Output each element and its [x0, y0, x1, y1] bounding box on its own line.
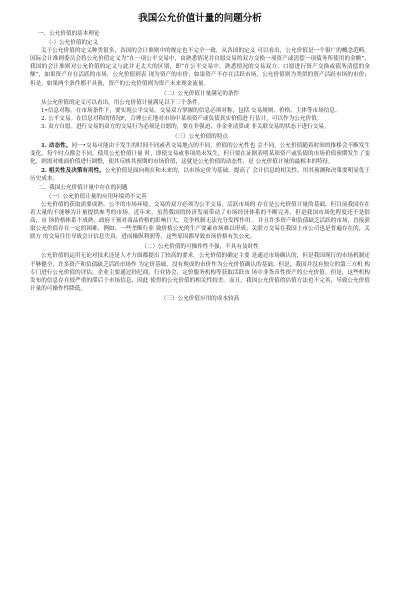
section-1-heading: 一、公允价值的基本理论 — [38, 31, 100, 37]
section-1-3-heading: （三）公允价值的特点 — [172, 134, 228, 141]
section-2-2-paragraph: 公允价值的运用无论对技术还是人才方面都提出了较高的要求。公允价值的确定主要 是通过市场确认的，但是我国现行的市场机制还不够健全，许多资产和负债缺乏活跃市场作 为定价基础，没有现成的市价作为公允价值确认的基础。但是，我国并没有独立的第三方机 构专门进行公允价值的评估，企业主要通过经纪商、行业协会、定价服务机构等获取活跃市 场中非货币性资产的公允价值。但是，这些机构发布的信息存在较严重的滞后于市场信息，因此 使得的公允价值的相关性较差。而且，我国公允价值的估值方法也不完善，导致公允价值 计量的可操作性降低。 — [30, 253, 370, 292]
section-1-3-item-2 — [30, 167, 370, 183]
document-title: 我国公允价值计量的问题分析 — [138, 13, 262, 24]
item-2-text: 公允价值是面向现在和未来的，以市场定价为基础，提高了 会计信息的相关性，用其预测和决策要明显优于历史成本。 — [30, 167, 370, 182]
section-2-1-heading: （一）公允价值计量的应用环境尚不完善 — [46, 193, 147, 200]
section-1-2-intro: 从公允价值的定义可以看出，用公允价值计量满足以下三个条件。 — [41, 99, 204, 106]
section-1-2-heading: （二）公允价值计量满足的条件 — [160, 90, 240, 97]
section-2-2-heading: （二）公允价值的可操作性不强，不具有及时性 — [141, 244, 259, 251]
section-1-3-item-1 — [30, 142, 370, 166]
section-1-2-item-2: 2. 公平交易。在信息对称的情况F，合理公正地对市场中某项资产或负债真实价值进 行估计，可以作为公允价值。 — [41, 115, 323, 122]
section-2-1-paragraph: 公允价值的获取需要成熟、公平的市场环境，交易的双方必须为公平交易，活跃市场的 存在是公允价值计量的基础，但目前我国存在着大量的不能够为计量提供参考的市场。近年来，虽然我国的经济发展带动了市场经济体系的不断完善，但是我国市场化程度还不是很高，市 场价格体系不成熟，政府干预对商品价格的影响巨大，竞争机制无法充分发挥作用。 并且许多资产和负债缺乏活跃的市场，直接获取公允价值存在一定的困难，例如，一些垄断行业 致价格公允的生产要素市场难以形成；关联方交易在我国上市公司也是普遍存在的，关联方 的交易往往导致会计信息失真，进而操纵利润等，这些原因都导致市场价格有失公允。 — [30, 201, 370, 241]
section-1-1-heading: （-）公允价值的定义 — [46, 40, 99, 47]
section-1-2-item-1: 1•信息对称。在市场条件下，要实现公平交易，交易双方掌握的信息必须对称，包括 交易规则、价格、主体等市场信息。 — [41, 107, 341, 114]
section-1-2-item-3: 3. 双方自愿。进行交易的双方的交易行为必须是自愿的，要在非强迫、非金业清算或 非关联交易的状态下进行交易。 — [41, 124, 330, 131]
item-1-lead: 1. 动态性。 — [41, 143, 72, 150]
section-1-1-paragraph: 关于公允价值的定义种类很多，各国的会计准则中的规定也不完全一致，从各国的定义 可以看出，公允价值是一个很广的概念范畴。国际会计准则委员会将公允价值定义为“在一项公平交易中，由熟悉情况并自愿交易的双方交换一项资产或清偿一项债务所使用的金额”，我国的会计准则对公允价值的定义与此并无太大的区别，即“在公平交易中，熟悉情况的交易双方，口愿进行资产交换或债务清偿的金额”，如果资产存在活跃的市场，公允价值则表 现为资产的市价；如果资产不存在活跃市场，公允价值则为类似的资产活跃市场的市价；但是，如果两个条件都不具备，资产的公允价值则为资产未来现金流量。 — [30, 48, 370, 87]
section-2-3-heading: （三）公允价值应用的成本较高 — [160, 295, 240, 302]
item-2-lead: 2. 相关性及决策有用性。 — [41, 167, 105, 174]
section-2-heading: 二、我国公允价值计量中存在的问题 — [38, 184, 128, 191]
item-1-text: 同一•交易可能由于发生的时间不同或者交易地点的不同，价值的公允性也 会不同。公允价值随着时间的推移会不断发生变化，每个时点都会不同。使用公允价值计量 时，即使交易或事项尚未发生，但只要在证据表明某项资产或负债的市场价值预期发生了变化，则需对账面价值进行调整，使其反映其预期的市场价值，这就是公允价值的动态性，是 公允价值计量的最根本的特征。 — [30, 143, 370, 166]
